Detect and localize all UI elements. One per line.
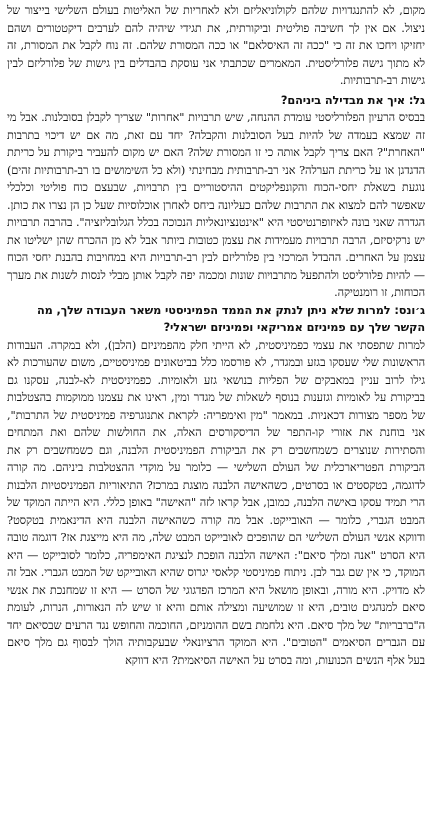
interview-question-gal: גל: איך את מבדילה ביניהם?: [280, 93, 425, 107]
interview-question-jones: ג׳ונס: למרות שלא ניתן לנתק את הממד הפמיניסטי משאר העבודה שלך, מה הקשר שלך עם פמיניזם אמריקאי ופמיניזם ישראלי?: [36, 303, 425, 334]
body-paragraph-2: בבסיס הרעיון הפלורליסטי עומדת ההנחה, שיש תרבויות "אחרות" שצריך לקבלן בסובלנות. אבל מי זה שמצא בעמדה של להיות בעל הסובלנות והקבלה? יחד עם זאת, מה אם יש דיכוי בתרבות "האחרת"? האם צריך לקבל אותה כי זו המסורת שלה? האם יש מקום להעביר ביקורת על כריתת הדגדגן או על כריתת הערלה? אני רב-תרבותית מבחינתי (ולא כל השימושים בו רב-תרבותיות זהים) נוגעת בשאלת יחסי-הכוח והקונפליקטים ההיסטוריים בין תרבויות, שבעצם כוח פוליטי וכלכלי שאפשר להם למצוא את התרבות שלהם כעליונה ביחס לאחרן אוכלוסיות שעל כן הן נצרו את כותן. הגדרה שאני בונה לאיזופרנטיסטי היא "אינטנציונאליות הנכוכה בכלל הגלובליזציה". בהרבה תרבויות יש נרקיסיזם, הרבה תרבויות מעמידות את עצמן כטובות ביותר אבל לא מן ההכרח שהן ישליטו את עצמן על האחרים. ההבדל המרכזי בין פלורליזם לבין רב-תרבויות היא במחויבות בהבנת יחסי הכוח — להיות פלורליסט ולהתפעל מתרבויות שונות ומכמה יפה לקבל אותן מבלי לנסות לשנות את מערך הכוחות, זו רומנטיקה.: [7, 111, 425, 299]
body-paragraph-3: למרות שתפסתי את עצמי כפמיניסטית, לא הייתי חלק מהפמיניזם (הלבן), ולא במקרה. העבודות הראשונות שלי שעסקו בגזע ובמגדר, לא פורסמו כלל בביטאונים פמיניסטיים, משום שהעורכות לא גילו לרוב עניין במאבקים של הפליות בנושאי גזע ולאומיות. כפמיניסטית לא-לבנה, עסקנו גם בביקורת על לאומיות וגזענות בנוסף לשאלות של מגדר ומין, ראינו את עצמנו ממוקמות בהצטלבות של מספר מצורות דכאניות. במאמר "מין ואימפריה: לקראת אתנוגרפיה פמיניסטית של התרבות", אני בוחנת את אזורי קו-התפר של הדיסקורסים האלה, את החולשות שלהם ואת המתחים והסתירות שנוצרים כשמחשבים רק את הביקורת הפמיניסטית הלבנה, וגם כשמחשבים רק את הביקורת הפטריארכלית של העולם השלישי — כלומר על מוקדי ההצטלבות ביניהם. מה קורה לדוגמה, בטקסטים או בסרטים, כשהאישה הלבנה מוצגת במרכז? התיאוריות הפמיניסטיות הלבנות הרי תמיד עסקו באישה הלבנה, כמובן, אבל קראו לזה "האישה" באופן כללי. היא הייתה המוקד של המבט הגברי, כלומר — האובייקט. אבל מה קורה כשהאישה הלבנה היא הדינאמית בטקסט? ודווקא אנשי העולם השלישי הם שהופכים לאובייקט המבט שלה, מה היא מייצגת אז? דוגמה טובה היא הסרט "אנה ומלך סיאם": האישה הלבנה הופכת לנציגת האימפריה, כלומר לסובייקט — היא המוקד, כי אין שם גבר לבן. ניתוח פמיניסטי קלאסי יגרוס שהיא האובייקט של המבט הגברי. אבל זה לא מדויק. היא מורה, ובאופן מושאל היא המרכז הפדגוגי של הסרט — היא זו שמחנכת את אנשי סיאם למנהגים טובים, היא זו שמושיעה ומצילה אותם והיא זו שיש לה הנאורות, הנרות, לעומת ה"ברבריות" של מלך סיאם. היא נלחמת בשם ההומניזם, החוכמה והחופש נגד הרעים שבסיאם יחד עם הגברים הסיאמים "הטובים". היא המוקד הרציונאלי שבעקבותיה הולך לבסוף גם מלך סיאם בעל אלף הנשים הכנועות, ומה בסרט על האישה הסיאמית? היא דווקא: [7, 338, 425, 667]
body-paragraph-1: מקום, לא להתנגדויות שלהם לקולוניאליזם ולא לאחריות של האליטות בעולם השלישי בייצור של ניצול. אם אין לך חשיבה פוליטית וביקורתית, את תגידי שיהיה להם לערבים דיקטטורים ושהם יחזיקו ויחכו את זה כי "ככה זה האיסלאם" או ככה המסורת שלהם. זה נוח לקבל את המסורת, זה לא מתוך גישה פלורליסטית. המאמרים שכתבתי אני עוסקת בהבדלים בין גישות של פלורליזם לבין גישות רב-תרבותיות.: [7, 4, 425, 87]
